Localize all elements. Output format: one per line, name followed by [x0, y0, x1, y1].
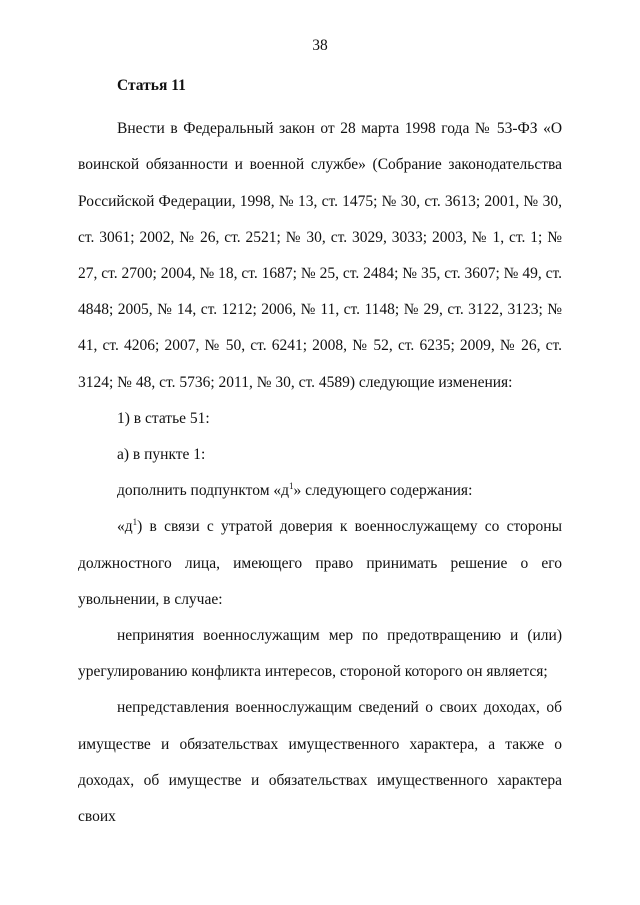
conflict-paragraph: непринятия военнослужащим мер по предотвращению и (или) урегулированию конфликта интересов, стороной которого он является;: [78, 627, 562, 681]
intro-line: ст. 6235; 2009, № 26, ст. 3124; № 48, ст. 5736; 2011, № 30, ст. 4589): [78, 337, 563, 391]
item-a: а) в пункте 1:: [117, 446, 206, 464]
intro-line: «О воинской обязанности и военной службе» (Собрание законодательства: [78, 120, 563, 174]
superscript: 1: [289, 481, 294, 492]
intro-line: ст. 3613; 2001, № 30, ст. 3061; 2002, № 26, ст. 2521; № 30, ст. 3029, 3033;: [78, 192, 562, 246]
intro-line: следующие изменения:: [358, 373, 513, 391]
intro-line: Внести в Федеральный закон от 28 марта 1998 года № 53-ФЗ: [117, 120, 538, 138]
article-heading: Статья 11: [117, 77, 186, 94]
superscript: 1: [132, 517, 138, 528]
intro-paragraph: [78, 111, 562, 401]
document-body: [78, 68, 562, 835]
quote-open: «д: [117, 518, 133, 536]
intro-line: 2003, № 1, ст. 1; № 27, ст. 2700; 2004, № 18, ст. 1687; № 25, ст. 2484;: [78, 228, 562, 283]
quoted-subparagraph: [78, 509, 562, 618]
supplement-text-after: » следующего содержания:: [293, 482, 473, 500]
income-paragraph: непредставления военнослужащим сведений о своих доходах, об имуществе и обязательствах имущественного характера, а также о доходах, об имуществе и обязательствах имущественного характера своих: [78, 699, 562, 826]
item-1: 1) в статье 51:: [117, 409, 210, 427]
intro-line: № 35, ст. 3607; № 49, ст. 4848; 2005, № 14, ст. 1212; 2006, № 11, ст. 1148;: [78, 265, 562, 319]
supplement-paragraph: [78, 473, 562, 509]
quote-text: ) в связи с утратой доверия к военнослужащему со стороны должностного лица, имеющего право принимать решение о его увольнении, в случае:: [78, 518, 562, 608]
intro-line: № 29, ст. 3122, 3123; № 41, ст. 4206; 2007, № 50, ст. 6241; 2008, № 52,: [78, 301, 563, 355]
intro-line: Российской Федерации, 1998, № 13, ст. 1475; № 30,: [78, 192, 421, 210]
page-number: 38: [312, 37, 328, 54]
supplement-text-before: дополнить подпунктом «д: [117, 482, 290, 500]
